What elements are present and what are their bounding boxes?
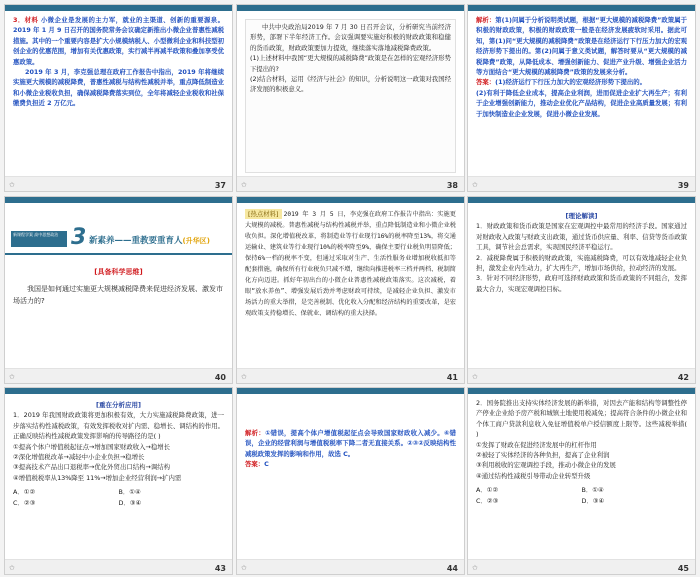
- section-header: [5, 225, 233, 253]
- star-icon[interactable]: ✩: [241, 564, 247, 572]
- analysis-text: 第(1)问属于分析说明类试题，根据“更大规模的减税降费”政策属于积极的财政政策，积极的财政政策一般是在经济发展疲软时采用。据此可知，第(1)问“更大规模的减税降费”政策是在经济运行下行压力加大的宏观经济形势下提出的。第(2)问属于意义类试题，解答时要从“更大规模的减税降费”政策，从降低成本、增强创新能力、促进产业升级、增强企业活力等方面结合“更大规模的减税降费”政策的发展来分析。: [476, 16, 687, 77]
- answer: [476, 77, 687, 87]
- answer-2: (2)有利于降低企业成本，提高企业利润，进而促进企业扩大再生产；有利于企业增强创新能力，推动企业优化产品结构，促进企业高质量发展；有利于加快制造业企业发展，促进小微企业发展。: [476, 88, 687, 118]
- page-number: 38: [446, 181, 458, 190]
- choice-item: ④通过结构性减税引导带动企业转型升级: [476, 471, 591, 480]
- option-c[interactable]: C．②③: [476, 496, 499, 505]
- slide-41[interactable]: [236, 196, 465, 384]
- slide-footer: [237, 176, 464, 191]
- slide-header-band: [468, 197, 695, 203]
- paragraph: 2019 年 3 月，李克强总理在政府工作报告中指出，2019 年将继续实施更大规模的减税降费，普惠性减税与结构性减税并举，重点降低制造业和小微企业税收负担，确保减税降费落实到位，全年将减轻企业税收和社保缴费负担近 2 万亿元。: [13, 68, 224, 108]
- page-number: 37: [214, 181, 226, 190]
- header-divider: [5, 253, 232, 255]
- paragraph: [13, 15, 224, 67]
- section-title-tag: (升华区): [182, 237, 210, 245]
- slide-39[interactable]: [467, 4, 696, 192]
- slide-42[interactable]: [467, 196, 696, 384]
- section-subtitle: [具备科学思维]: [94, 268, 143, 276]
- slide-content: [245, 19, 456, 173]
- page-number: 42: [677, 373, 689, 382]
- slide-content: [476, 398, 687, 556]
- choice-item: ④增值税税率从13%降至 11%→增加企业经营利润→扩内需: [13, 473, 182, 482]
- paragraph: 中共中央政治局2019 年 7 月 30 日召开会议，分析研究当前经济形势，部署下半年经济工作。会议强调要实施好积极的财政政策和稳健的货币政策，财政政策要加力提效，继续落实落地减税降费政策。: [250, 23, 451, 52]
- option-a[interactable]: A．①②: [13, 488, 36, 497]
- answer-value: C: [264, 460, 269, 469]
- slide-header-band: [237, 197, 464, 203]
- star-icon[interactable]: ✩: [472, 373, 478, 381]
- slide-footer: [5, 559, 232, 574]
- answer: [245, 459, 456, 469]
- slide-header-band: [5, 5, 232, 11]
- point-1: 1．财政政策和货币政策是国家在宏观调控中最常用的经济手段。国家通过对财政收入政策与财政支出政策，通过货币供应量、利率、信贷等货币政策工具，调节社会总需求，实现国民经济平稳运行。: [476, 222, 687, 252]
- analysis: [476, 15, 687, 77]
- analysis-text: ①错误，提高个体户增值税起征点会导致国家财政收入减少。④错误，企业的经营利润与增值税税率下降二者无直接关系。②③②反映结构性减税政策发挥的影响和作用，故选 C。: [245, 429, 456, 458]
- slide-footer: [237, 368, 464, 383]
- slide-43[interactable]: [4, 387, 233, 575]
- slide-header-band: [5, 388, 232, 394]
- analysis: [245, 428, 456, 459]
- page-number: 40: [214, 373, 226, 382]
- question-1: (1)上述材料中我国“更大规模的减税降费”政策是在怎样的宏观经济形势下提出的?: [250, 54, 452, 73]
- star-icon[interactable]: ✩: [472, 181, 478, 189]
- question-2: (2)结合材料，运用《经济与社会》的知识，分析说明这一政策对我国经济发展的积极意义。: [250, 75, 451, 94]
- slide-header-band: [468, 5, 695, 11]
- slide-37[interactable]: [4, 4, 233, 192]
- slide-content: [476, 211, 687, 365]
- slide-footer: [5, 368, 232, 383]
- star-icon[interactable]: ✩: [9, 564, 15, 572]
- star-icon[interactable]: ✩: [241, 373, 247, 381]
- question-text: 2．国务院推出支持实体经济发展的新举措，对因去产能和结构等调整性停产停业企业給予房产税和城镇土地使用税减免；提高符合条件的小微企业和个体工商户贷款利息收入免征增值税单户授信额度上限等。这些减税举措( ): [476, 399, 687, 439]
- material-text: 小微企业是发展的主力军，就业的主渠道、创新的重要源泉。2019 年 1 月 9 日召开的国务院常务会议确定新推出小微企业普惠性减税措施。其中的一个重要内容是扩大小规模纳税人、小型微利企业和科技型初创企业的优惠范围，增加有关优惠政策，实行减半再减半政策和叠加享受优惠政策。: [13, 16, 224, 66]
- slide-44[interactable]: [236, 387, 465, 575]
- book-logo: 新课程学案 高中思想政治: [11, 231, 67, 247]
- option-c[interactable]: C．②③: [13, 498, 36, 507]
- slide-40[interactable]: [4, 196, 233, 384]
- slide-header-band: [5, 197, 232, 203]
- slide-content: [245, 428, 456, 556]
- page-number: 43: [214, 564, 226, 573]
- slide-content: [13, 15, 224, 173]
- material-label: 3．材料: [13, 16, 39, 24]
- slide-content: [13, 400, 224, 556]
- choice-item: ③提高技术产品出口退税率→优化外贸出口结构→调结构: [13, 463, 171, 472]
- star-icon[interactable]: ✩: [9, 181, 15, 189]
- theory-tag: [理论解读]: [565, 212, 598, 220]
- page-number: 45: [677, 564, 689, 573]
- slide-content: [476, 15, 687, 173]
- answer-options: [13, 487, 224, 508]
- option-b[interactable]: B．①④: [118, 488, 141, 497]
- point-2: 2．减税降费属于积极的财政政策，实施减税降费，可以有效地减轻企业负担，激发企业内生动力，扩大再生产，增加市场供给，拉动经济的发展。: [476, 253, 687, 273]
- slide-footer: [468, 176, 695, 191]
- slide-footer: [468, 559, 695, 574]
- section-title: [89, 234, 210, 246]
- page-number: 39: [677, 181, 689, 190]
- slide-header-band: [237, 388, 464, 394]
- slide-content: [245, 209, 456, 365]
- slide-45[interactable]: [467, 387, 696, 575]
- analysis-label: 解析：: [245, 429, 265, 437]
- answer-options: [476, 485, 687, 506]
- hot-material: [245, 209, 456, 319]
- star-icon[interactable]: ✩: [241, 181, 247, 189]
- answer-label: 答案：: [476, 78, 496, 87]
- section-number: 3: [71, 225, 87, 250]
- question-text: 我国是如何通过实施更大规模减税降费来促进经济发展、激发市场活力的?: [13, 285, 223, 305]
- option-b[interactable]: B．①④: [581, 486, 604, 495]
- slide-footer: [237, 559, 464, 574]
- slide-38[interactable]: [236, 4, 465, 192]
- option-d[interactable]: D．③④: [118, 498, 142, 507]
- choice-item: ③利用税收的宏观调控手段，推动小微企业的发展: [476, 461, 616, 470]
- choice-item: ②被轻了实体经济的各种负担，提高了企业利润: [476, 451, 610, 460]
- hot-material-tag: [热点材料]: [245, 209, 282, 219]
- analysis-label: 解析：: [476, 16, 496, 24]
- slide-header-band: [237, 5, 464, 11]
- slide-footer: [5, 176, 232, 191]
- slide-footer: [468, 368, 695, 383]
- star-icon[interactable]: ✩: [472, 564, 478, 572]
- question-text: 1．2019 年我国财政政策将更加积极有效，大力实施减税降费政策，进一步落实结构性减税政策，有效发挥税收对扩内需、稳增长、调结构的作用。正确反映结构性减税政策发挥影响的传导路径的是( ): [13, 411, 224, 441]
- answer-1: (1)经济运行下行压力加大的宏观经济形势下提出的。: [495, 78, 647, 87]
- section-title-text: 新素养——重教要重育人: [89, 236, 183, 246]
- slide-header-band: [468, 388, 695, 394]
- page-number: 41: [446, 373, 458, 382]
- point-3: 3．针对不同经济形势，政府可选择财政政策和货币政策的不同组合，发挥最大合力，实现宏观调控目标。: [476, 274, 687, 293]
- page-number: 44: [446, 564, 458, 573]
- choice-item: ①提高个体户增值税起征点→增加国家财政收入→稳增长: [13, 442, 171, 451]
- choice-item: ①发挥了财政在促进经济发展中的杠杆作用: [476, 440, 597, 449]
- option-a[interactable]: A．①②: [476, 486, 499, 495]
- application-tag: [重在分析应用]: [96, 401, 141, 409]
- answer-label: 答案：: [245, 460, 265, 469]
- option-d[interactable]: D．③④: [581, 496, 605, 505]
- hot-material-text: 2019 年 3 月 5 日，李克强在政府工作报告中指出：实施更大规模的减税。普惠性减税与结构性减税并举，重点降低制造业和小微企业税收负担。深化增值税改革，将制造业等行业现行16%的税率降至13%，将交通运输业、建筑业等行业现行10%的税率降至9%，确保主要行业税负明显降低；保持6%一档的税率不变，但通过采取对生产、生活性服务业增加税收抵扣等配套措施，确保所有行业税负只减不增，继续向推进税率三档并两档、税制简化方向迈进。抓好年初出台的小微企业普惠性减税政策落实。这次减税，着眼“放水养鱼”、增强发展后劲并考虑财政可持续，是减轻企业负担、激发市场活力的重大举措，是完善税制、优化收入分配和经济结构的重要改革，是宏观政策支持稳增长、保就业、调结构的重大抉择。: [245, 211, 456, 317]
- star-icon[interactable]: ✩: [9, 373, 15, 381]
- choice-item: ②深化增值税改革→减轻中小企业负担→稳增长: [13, 453, 145, 462]
